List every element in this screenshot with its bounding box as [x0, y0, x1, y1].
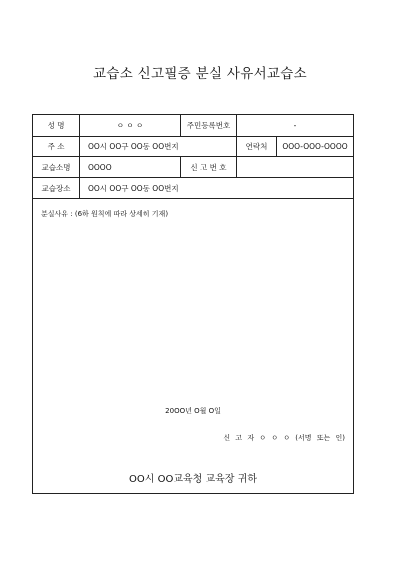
address-value: OO시 OO구 OO동 OO번지: [79, 137, 236, 156]
reporter-signature-line: 신 고 자 ㅇ ㅇ ㅇ (서명 또는 인): [223, 434, 345, 442]
report-form: [32, 114, 354, 494]
school-name-label: 교습소명: [41, 162, 71, 172]
report-number-value: [236, 157, 353, 177]
loss-reason-label: 분실사유 : (6하 원칙에 따라 상세히 기재): [41, 210, 169, 218]
row-school-name: [33, 157, 353, 178]
name-label: 성 명: [47, 121, 65, 130]
school-location-label: 교습장소: [41, 183, 71, 193]
row-school-location: [33, 178, 353, 199]
address-label: 주 소: [47, 142, 65, 151]
contact-label: 연락처: [236, 137, 276, 156]
school-location-value: OO시 OO구 OO동 OO번지: [79, 178, 353, 198]
report-number-label: 신 고 번 호: [180, 157, 236, 177]
contact-value: OOO-OOO-OOOO: [276, 137, 353, 156]
recipient-line: OO시 OO교육청 교육장 귀하: [129, 474, 257, 485]
resident-id-value: -: [236, 115, 353, 136]
report-date: 20OO년 O월 O일: [165, 407, 221, 415]
resident-id-label: 주민등록번호: [180, 115, 236, 136]
row-address: [33, 137, 353, 157]
row-name: [33, 115, 353, 137]
school-name-value: OOOO: [79, 157, 180, 177]
document-title: 교습소 신고필증 분실 사유서교습소: [93, 66, 307, 82]
reason-section: [33, 199, 353, 493]
name-value: ㅇ ㅇ ㅇ: [79, 115, 180, 136]
